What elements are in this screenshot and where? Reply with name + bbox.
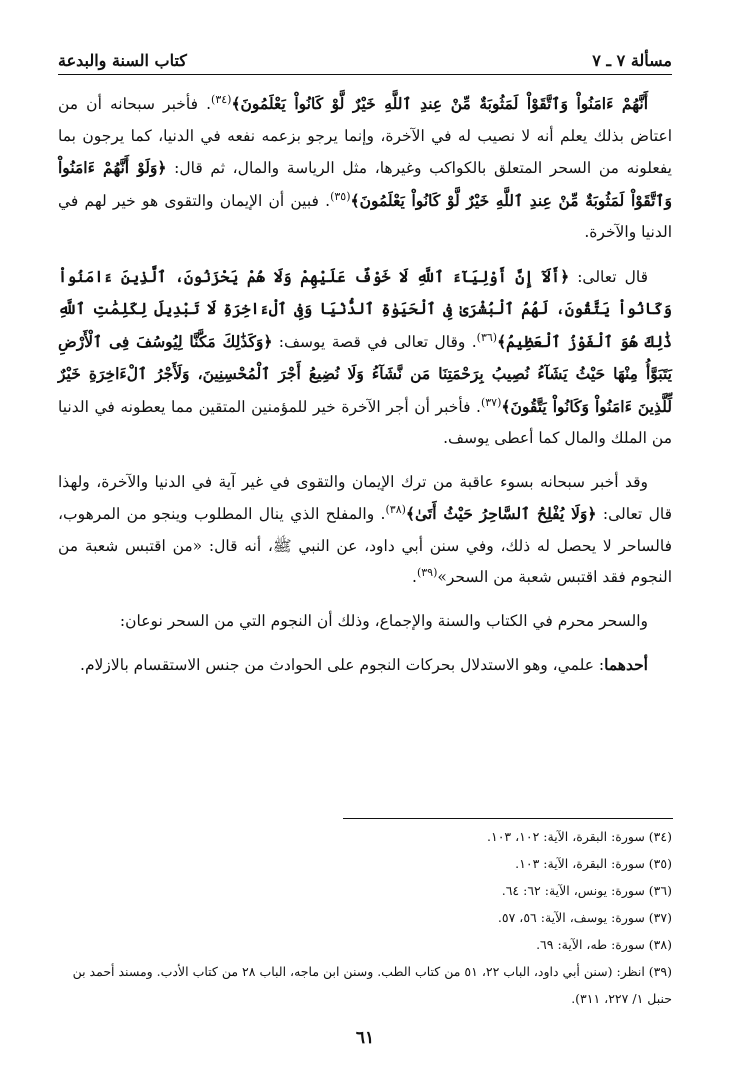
footnote-item: (٣٨) سورة: طه، الآية: ٦٩. [536,937,672,952]
footnote-item: (٣٧) سورة: يوسف، الآية: ٥٦، ٥٧. [497,910,672,925]
verse-bracket: ﴾ [231,94,241,113]
page-number: ٦١ [355,1028,375,1048]
footnote-ref[interactable]: (٣٥) [330,189,351,203]
paragraph-text: وقد أخبر سبحانه بسوء عاقبة من ترك الإيمان والتقوى في غير آية في الدنيا والآخرة، ولهذا قال تعالى: [58,472,672,523]
footnote-ref[interactable]: (٣٤) [211,92,232,106]
paragraph [58,467,672,594]
paragraph-text: . فأخبر أن أجر الآخرة خير للمؤمنين المتقين مما يعطونه في الدنيا من الملك والمال كما أعطى يوسف. [58,397,672,447]
main-text [58,88,672,694]
quran-verse: ﴿وَلَوْ أَنَّهُمْ ءَامَنُواْ وَٱتَّقَوْاْ لَمَثُوبَةٌ مِّنْ عِندِ ٱللَّهِ خَيْرٌ لَّوْ كَانُواْ يَعْلَمُونَ﴾ [58,158,672,210]
footnote-item: (٣٥) سورة: البقرة، الآية: ١٠٣. [515,856,672,871]
paragraph-text: . وقال تعالى في قصة يوسف: [272,332,477,351]
paragraph-text: والسحر محرم في الكتاب والسنة والإجماع، وذلك أن النجوم التي من السحر نوعان: [119,611,648,630]
footnote-item: (٣٩) انظر: (سنن أبي داود، الباب ٢٢، ٥١ من كتاب الطب. وسنن ابن ماجه، الباب ٢٨ من كتاب الأدب. ومسند أحمد بن حنبل ١/ ٢٢٧، ٣١١). [72,964,672,1006]
footnote-divider [343,818,673,819]
section-keyword: أحدهما [604,655,648,674]
paragraph [58,606,672,638]
footnote-ref[interactable]: (٣٨) [385,502,406,516]
paragraph-text: . فأخبر سبحانه أن من اعتاض بذلك يعلم أنه لا نصيب له في الآخرة، وإنما يرجو بزعمه نفعه في الدنيا، كما يرجون بما يفعلونه من السحر المتعلق بالكواكب وغيرها، مثل الرياسة والمال، ثم قال: [58,95,672,177]
footnote-ref[interactable]: (٣٧) [480,395,502,409]
footnote-ref[interactable]: (٣٦) [476,330,498,344]
quran-verse: ﴿أَلَآ إِنَّ أَوْلِيَآءَ ٱللَّهِ لَا خَوْفٌ عَلَيْهِمْ وَلَا هُمْ يَحْزَنُونَ، ٱلَّذِينَ ءَامَنُواْ وَكَانُواْ يَتَّقُونَ، لَهُمُ ٱلْبُشْرَىٰ فِى ٱلْحَيَوٰةِ ٱلدُّنْيَا وَفِى ٱلْءَاخِرَةِ لَا تَبْدِيلَ لِكَلِمَٰتِ ٱللَّهِ ذَٰلِكَ هُوَ ٱلْفَوْزُ ٱلْعَظِيمُ﴾ [58,266,672,351]
footnotes [58,823,672,1012]
footnote-item: (٣٤) سورة: البقرة، الآية: ١٠٢، ١٠٣. [487,829,672,844]
footnote-ref[interactable]: (٣٩) [416,565,438,579]
paragraph [58,88,672,249]
quran-verse: ﴿وَلَا يُفْلِحُ ٱلسَّاحِرُ حَيْثُ أَتَىٰ﴾ [405,504,597,523]
header-book-title: كتاب السنة والبدعة [58,51,187,70]
paragraph [58,261,672,455]
quran-verse: ﴿وَكَذَٰلِكَ مَكَّنَّا لِيُوسُفَ فِى ٱلْأَرْضِ يَتَبَوَّأُ مِنْهَا حَيْثُ يَشَآءُ نُصِيبُ بِرَحْمَتِنَا مَن نَّشَآءُ وَلَا نُضِيعُ أَجْرَ ٱلْمُحْسِنِينَ، وَلَأَجْرُ ٱلْءَاخِرَةِ خَيْرٌ لِّلَّذِينَ ءَامَنُواْ وَكَانُواْ يَتَّقُونَ﴾ [58,331,672,416]
header-issue-number: مسألة ٧ ـ ٧ [592,51,672,70]
paragraph [58,649,672,682]
paragraph-text: . [412,568,417,586]
quran-verse: أَنَّهُمْ ءَامَنُواْ وَٱتَّقَوْاْ لَمَثُوبَةٌ مِّنْ عِندِ ٱللَّهِ خَيْرٌ لَّوْ كَانُواْ يَعْلَمُونَ [240,94,648,113]
paragraph-text: . والمفلح الذي ينال المطلوب وينجو من المرهوب، فالساحر لا يحصل له ذلك، وفي سنن أبي داود، عن النبي ﷺ، أنه قال: «من اقتبس شعبة من النجوم فقد اقتبس شعبة من السحر» [58,505,672,586]
running-header [58,38,672,75]
paragraph-text: : علمي، وهو الاستدلال بحركات النجوم على الحوادث من جنس الاستقسام بالازلام. [80,656,605,674]
paragraph-text: قال تعالى: [569,267,648,286]
paragraph-text: . فبين أن الإيمان والتقوى هو خير لهم في الدنيا والآخرة. [58,191,672,241]
footnote-item: (٣٦) سورة: يونس، الآية: ٦٢: ٦٤. [501,883,672,898]
